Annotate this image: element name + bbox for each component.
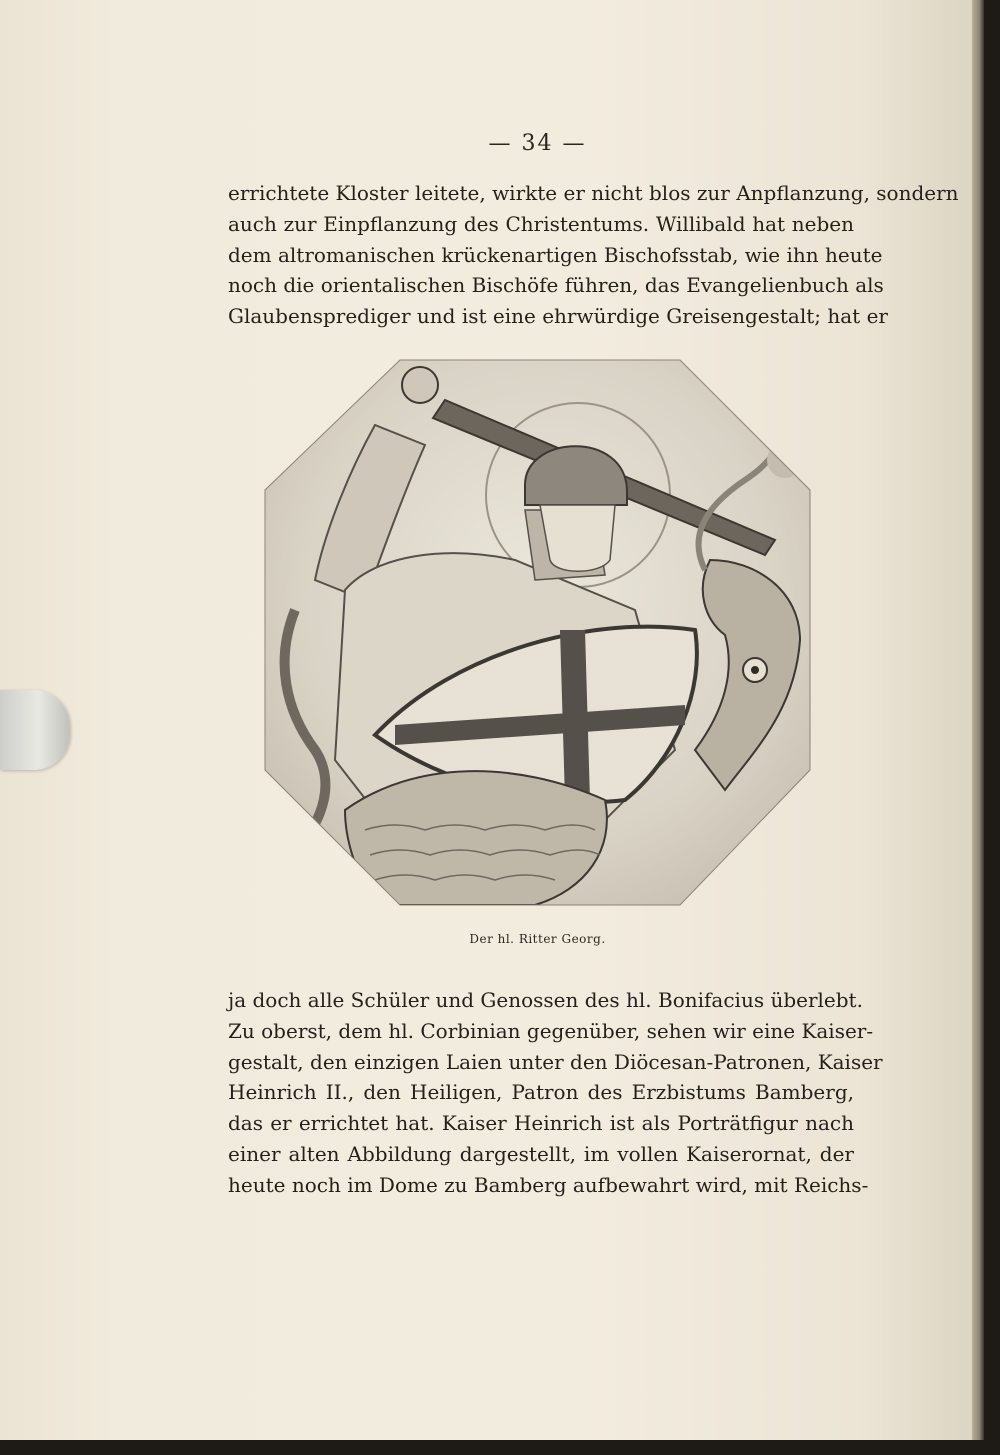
page-edge	[972, 0, 984, 1440]
paragraph-top	[228, 178, 959, 332]
page-number: — 34 —	[488, 131, 587, 156]
text-line: das er errichtet hat. Kaiser Heinrich ist als Porträtfigur nach	[228, 1111, 854, 1136]
text-line: dem altromanischen krückenartigen Bischofsstab, wie ihn heute	[228, 242, 883, 267]
text-line: Zu oberst, dem hl. Corbinian gegenüber, sehen wir eine Kaiser-	[228, 1018, 874, 1043]
text-line: errichtete Kloster leitete, wirkte er nicht blos zur Anpflanzung, sondern	[228, 181, 959, 205]
text-line: heute noch im Dome zu Bamberg aufbewahrt wird, mit Reichs-	[228, 1172, 869, 1197]
text-line: Heinrich II., den Heiligen, Patron des Erzbistums Bamberg,	[228, 1080, 854, 1105]
page-tab-marker	[0, 690, 70, 770]
saint-george-illustration	[255, 330, 825, 920]
text-line: Glaubensprediger und ist eine ehrwürdige Greisengestalt; hat er	[228, 304, 888, 329]
illustration-caption: Der hl. Ritter Georg.	[469, 932, 606, 946]
text-line: gestalt, den einzigen Laien unter den Diöcesan-Patronen, Kaiser	[228, 1049, 883, 1074]
text-line: ja doch alle Schüler und Genossen des hl. Bonifacius überlebt.	[228, 988, 863, 1012]
text-line: einer alten Abbildung dargestellt, im vollen Kaiserornat, der	[228, 1141, 854, 1166]
text-line: auch zur Einpflanzung des Christentums. Willibald hat neben	[228, 211, 854, 236]
text-line: noch die orientalischen Bischöfe führen, das Evangelienbuch als	[228, 273, 884, 298]
paragraph-bottom	[228, 985, 883, 1201]
